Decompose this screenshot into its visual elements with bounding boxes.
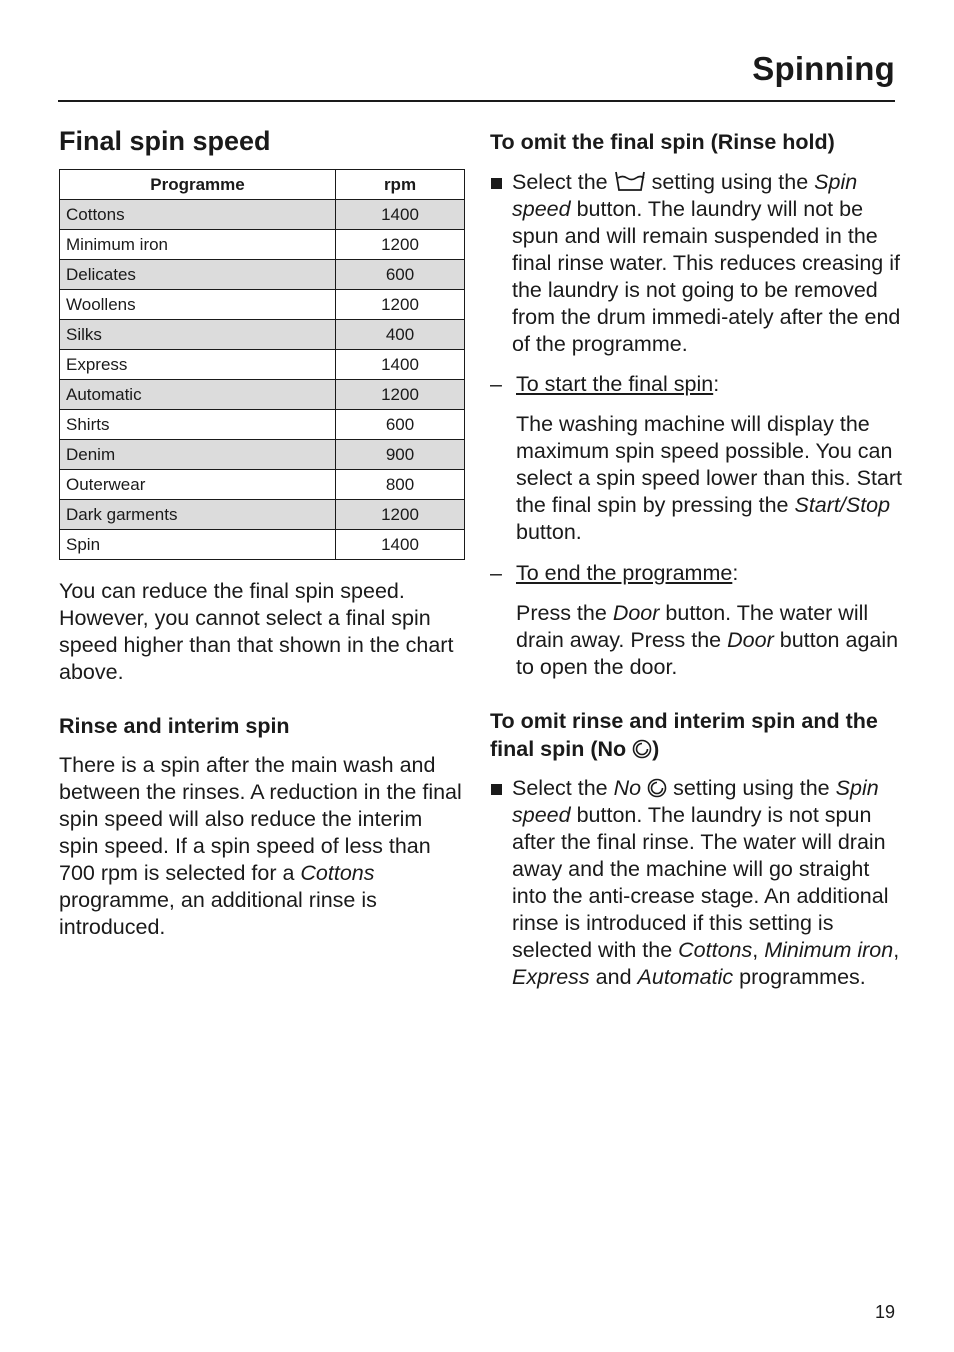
bullet-square-icon bbox=[491, 178, 502, 189]
final-spin-speed-heading: Final spin speed bbox=[59, 126, 271, 156]
rpm-cell: 1200 bbox=[336, 230, 465, 260]
right-column bbox=[490, 128, 902, 991]
rinse-text-part2: programme, an additional rinse is introduced. bbox=[59, 888, 377, 939]
table-row bbox=[60, 500, 465, 530]
dash-symbol: – bbox=[490, 372, 502, 396]
table-row bbox=[60, 470, 465, 500]
end-programme-text: Press the Door button. The water will drain away. Press the Door button again to open the door. bbox=[516, 601, 899, 679]
rinse-interim-text bbox=[59, 752, 465, 941]
rpm-cell: 800 bbox=[336, 470, 465, 500]
rpm-column-header: rpm bbox=[336, 170, 465, 200]
rpm-cell: 1200 bbox=[336, 290, 465, 320]
table-header-row bbox=[60, 170, 465, 200]
start-final-spin-label: – To start the final spin: bbox=[490, 372, 720, 396]
programme-cell: Spin bbox=[60, 530, 336, 560]
programme-cell: Automatic bbox=[60, 380, 336, 410]
spin-speed-table bbox=[59, 169, 465, 560]
rpm-cell: 1200 bbox=[336, 380, 465, 410]
rinse-interim-heading: Rinse and interim spin bbox=[59, 714, 290, 738]
page-title: Spinning bbox=[752, 50, 895, 87]
left-column bbox=[59, 124, 465, 941]
reduce-speed-text: You can reduce the final spin speed. However, you cannot select a final spin speed higher than that shown in the chart above. bbox=[59, 579, 454, 684]
table-row bbox=[60, 230, 465, 260]
rpm-cell: 1400 bbox=[336, 200, 465, 230]
bullet-square-icon bbox=[491, 784, 502, 795]
programme-cell: Dark garments bbox=[60, 500, 336, 530]
programme-cell: Cottons bbox=[60, 200, 336, 230]
programme-cell: Minimum iron bbox=[60, 230, 336, 260]
table-row bbox=[60, 320, 465, 350]
programme-cell: Outerwear bbox=[60, 470, 336, 500]
table-row bbox=[60, 350, 465, 380]
spin-icon bbox=[647, 778, 667, 798]
table-row bbox=[60, 290, 465, 320]
rpm-cell: 1200 bbox=[336, 500, 465, 530]
omit-rinse-spin-heading: To omit rinse and interim spin and the final spin (No ) bbox=[490, 709, 878, 761]
table-row bbox=[60, 380, 465, 410]
programme-column-header: Programme bbox=[60, 170, 336, 200]
rinse-text-cottons: Cottons bbox=[300, 861, 375, 885]
table-row bbox=[60, 410, 465, 440]
rinse-hold-icon bbox=[614, 170, 646, 192]
rpm-cell: 600 bbox=[336, 260, 465, 290]
header-rule bbox=[58, 100, 895, 102]
rinse-hold-instruction: Select the setting using the Spin speed button. The laundry will not be spun and will remain suspended in the final rinse water. This reduces creasing if the laundry is not going to be removed from the drum immedi-ately after the end of the programme. bbox=[490, 169, 902, 358]
omit-final-spin-heading: To omit the final spin (Rinse hold) bbox=[490, 130, 835, 154]
rinse-text-part1: There is a spin after the main wash and between the rinses. A reduction in the final spin speed will also reduce the interim spin speed. If a spin speed of less than 700 rpm is selected for a bbox=[59, 753, 462, 885]
rpm-cell: 1400 bbox=[336, 530, 465, 560]
no-spin-instruction: Select the No setting using the Spin speed button. The laundry is not spun after the final rinse. The water will drain away and the machine will go straight into the anti-crease stage. An additional rinse is introduced if this setting is selected with the Cottons, Minimum iron, Express and Automatic programmes. bbox=[490, 775, 902, 991]
programme-cell: Woollens bbox=[60, 290, 336, 320]
programme-cell: Denim bbox=[60, 440, 336, 470]
rpm-cell: 1400 bbox=[336, 350, 465, 380]
end-programme-label: – To end the programme: bbox=[490, 561, 739, 585]
page-number: 19 bbox=[874, 1302, 895, 1322]
programme-cell: Delicates bbox=[60, 260, 336, 290]
dash-symbol: – bbox=[490, 561, 502, 585]
rpm-cell: 400 bbox=[336, 320, 465, 350]
rpm-cell: 900 bbox=[336, 440, 465, 470]
start-final-spin-text: The washing machine will display the maximum spin speed possible. You can select a spin speed lower than this. Start the final spin by pressing the Start/Stop button. bbox=[516, 412, 903, 544]
spin-icon bbox=[632, 739, 652, 759]
table-row bbox=[60, 440, 465, 470]
table-row bbox=[60, 260, 465, 290]
programme-cell: Shirts bbox=[60, 410, 336, 440]
table-row bbox=[60, 200, 465, 230]
programme-cell: Silks bbox=[60, 320, 336, 350]
rpm-cell: 600 bbox=[336, 410, 465, 440]
table-row bbox=[60, 530, 465, 560]
programme-cell: Express bbox=[60, 350, 336, 380]
